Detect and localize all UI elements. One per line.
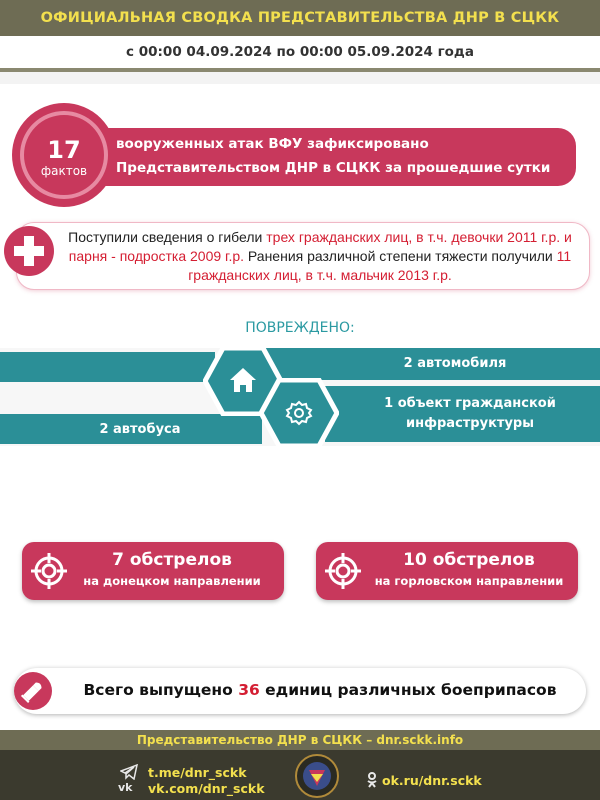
damaged-infrastructure-line-1: 1 объект гражданской xyxy=(384,396,556,411)
damaged-buses: 2 автобуса xyxy=(99,422,181,437)
odnoklassniki-icon xyxy=(366,772,378,788)
ok-link[interactable]: ok.ru/dnr.sckk xyxy=(382,773,482,788)
attacks-count-unit: фактов xyxy=(40,164,88,178)
shelling-donetsk-count: 7 обстрелов xyxy=(112,550,232,570)
report-period: с 00:00 04.09.2024 по 00:00 05.09.2024 года xyxy=(126,44,474,60)
ammo-total xyxy=(60,681,580,699)
attacks-description xyxy=(116,132,566,180)
damaged-infrastructure-line-2: инфраструктуры xyxy=(406,416,534,431)
casualties-killed: трех гражданских лиц, в т.ч. девочки 2011 г.р. и парня - подростка 2009 г.р. xyxy=(68,229,572,264)
casualties-text xyxy=(58,228,582,285)
target-icon xyxy=(30,552,68,590)
telegram-link[interactable]: t.me/dnr_sckk xyxy=(148,765,247,780)
target-icon xyxy=(324,552,362,590)
damaged-infrastructure xyxy=(350,394,590,434)
footer-org-bar xyxy=(0,730,600,750)
damaged-bar-left-top xyxy=(0,352,215,382)
ammo-prefix: Всего выпущено xyxy=(83,681,239,699)
ammo-suffix: единиц различных боеприпасов xyxy=(259,681,557,699)
casualties-part-1: Поступили сведения о гибели xyxy=(68,229,267,245)
medical-cross-icon xyxy=(4,226,54,276)
infrastructure-hex xyxy=(259,378,339,448)
attacks-count: 17 xyxy=(47,136,81,164)
casualties-wounded: 11 гражданских лиц, в т.ч. мальчик 2013 г.р. xyxy=(188,248,572,283)
damaged-title: ПОВРЕЖДЕНО: xyxy=(245,320,355,336)
shelling-donetsk-direction: на донецком направлении xyxy=(83,574,261,588)
damaged-cars: 2 автомобиля xyxy=(403,356,507,371)
ammo-number: 36 xyxy=(238,681,260,699)
shelling-gorlovka-count: 10 обстрелов xyxy=(403,550,535,570)
bullet-icon xyxy=(14,672,52,710)
casualties-part-3: Ранения различной степени тяжести получили xyxy=(244,248,557,264)
shelling-gorlovka-direction: на горловском направлении xyxy=(374,574,564,588)
header-title-bar xyxy=(0,0,600,36)
vk-icon: vk xyxy=(118,781,133,794)
telegram-icon xyxy=(120,764,138,780)
footer-org: Представительство ДНР в СЦКК – dnr.sckk.info xyxy=(136,733,464,747)
attacks-line-1: вооруженных атак ВФУ зафиксировано xyxy=(116,136,429,152)
page-title: ОФИЦИАЛЬНАЯ СВОДКА ПРЕДСТАВИТЕЛЬСТВА ДНР В СЦКК xyxy=(40,10,560,26)
date-bar xyxy=(0,36,600,72)
dnr-emblem-icon xyxy=(295,754,339,798)
vk-link[interactable]: vk.com/dnr_sckk xyxy=(148,781,265,796)
attacks-line-2: Представительством ДНР в СЦКК за прошедшие сутки xyxy=(116,160,551,176)
